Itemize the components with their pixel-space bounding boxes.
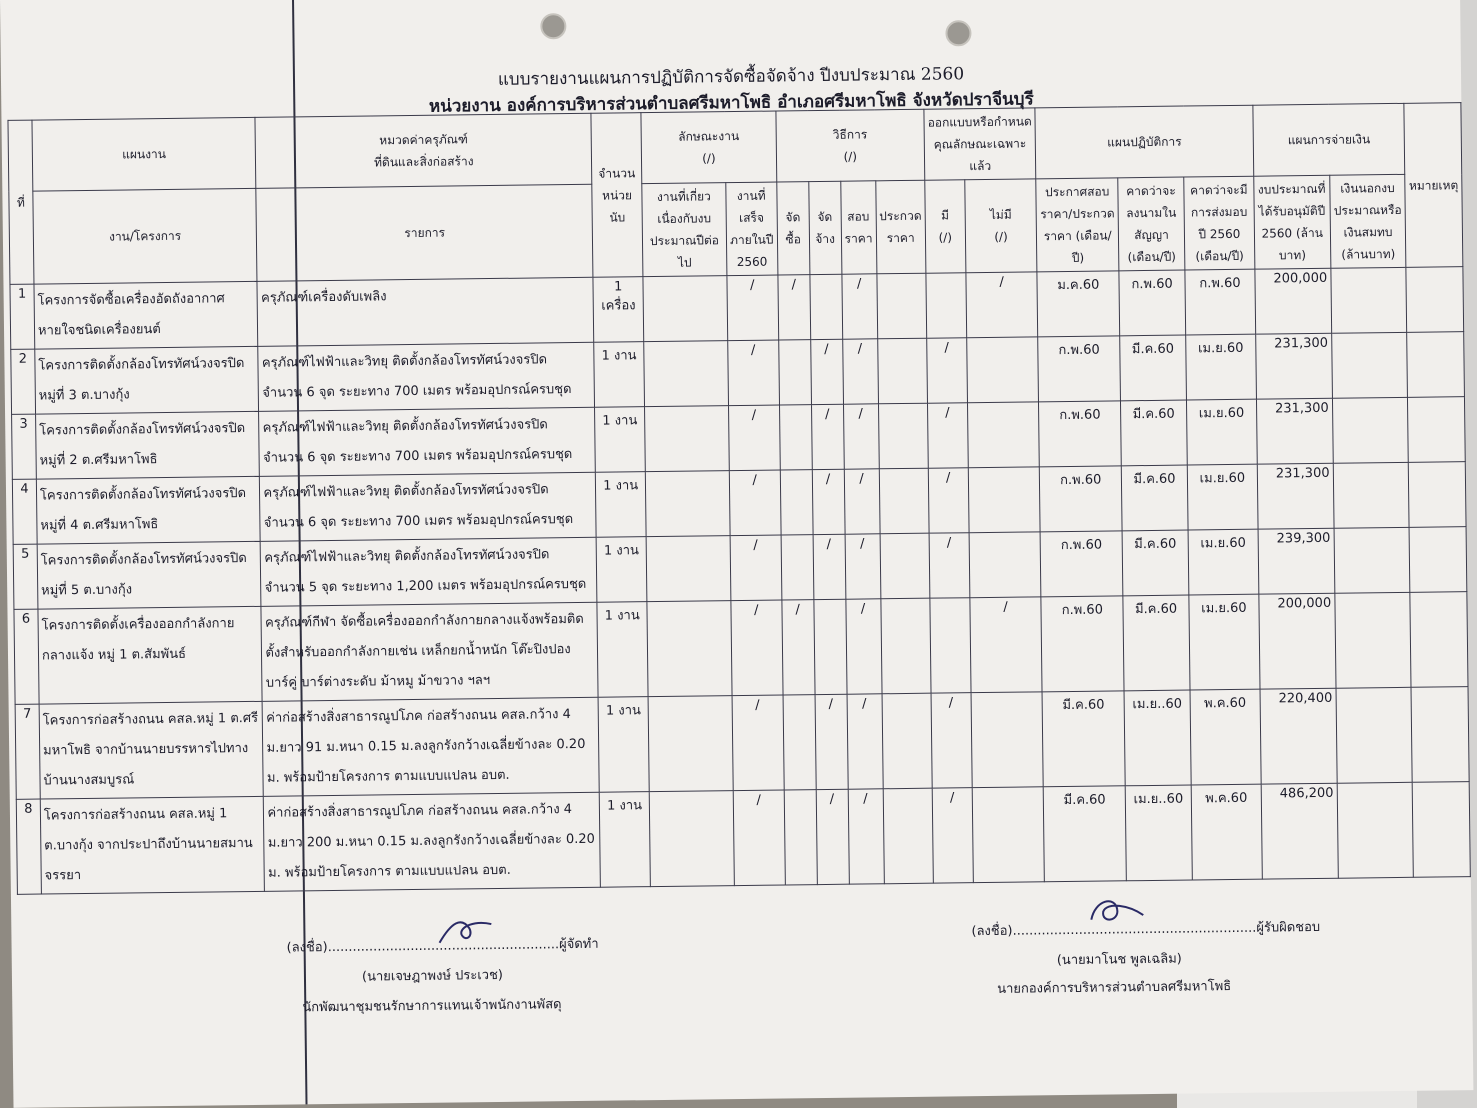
header-delivery: คาดว่าจะมีการส่งมอบปี 2560 (เดือน/ปี)	[1184, 176, 1255, 270]
method-bid-cell	[880, 533, 930, 599]
item-cell: ค่าก่อสร้างสิ่งสาธารณูปโภค ก่อสร้างถนน คสล.กว้าง 4 ม.ยาว 200 ม.หนา 0.15 ม.ลงลูกรังกว้างเฉลี่ยข้างละ 0.20 ม. พร้อมป้ายโครงการ ตามแบบแปลน อบต.	[264, 792, 601, 891]
qty-cell: 1 งาน	[595, 407, 646, 473]
method-bid-cell	[879, 468, 929, 534]
project-cell: โครงการติดตั้งกล้องโทรทัศน์วงจรปิด หมู่ที่ 5 ต.บางกุ้ง	[37, 541, 261, 609]
budget-cell: 486,200	[1261, 783, 1338, 879]
preparer-name: (นายเจษฎาพงษ์ ประเวช)	[361, 967, 504, 985]
method-hire-cell: /	[815, 694, 848, 789]
method-price-cell: /	[847, 694, 883, 789]
header-method-hire: จัดจ้าง	[808, 181, 841, 274]
design-yes-cell: /	[929, 533, 970, 598]
method-bid-cell	[878, 403, 928, 469]
method-price-cell: /	[842, 339, 878, 404]
header-design-yes	[925, 180, 966, 273]
announce-cell: ก.พ.60	[1038, 336, 1120, 402]
announce-cell: มี.ค.60	[1044, 786, 1127, 882]
method-buy-cell	[781, 535, 814, 600]
header-contract: คาดว่าจะลงนามในสัญญา (เดือน/ปี)	[1118, 177, 1185, 271]
method-price-cell: /	[843, 404, 879, 469]
design-no-cell	[966, 337, 1038, 403]
project-cell: โครงการก่อสร้างถนน คสล.หมู่ 1 ต.บางกุ้ง จากประปาถึงบ้านนายสมาน จรรยา	[40, 796, 265, 894]
document-title: แบบรายงานแผนการปฏิบัติการจัดซื้อจัดจ้าง ปีงบประมาณ 2560	[497, 64, 965, 90]
header-other-funds: เงินนอกงบประมาณหรือเงินสมทบ (ล้านบาท)	[1329, 174, 1406, 268]
method-buy-cell	[784, 790, 817, 885]
item-cell: ค่าก่อสร้างสิ่งสาธารณูปโภค ก่อสร้างถนน คสล.กว้าง 4 ม.ยาว 91 ม.หนา 0.15 ม.ลงลูกรังกว้างเฉลี่ยข้างละ 0.20 ม. พร้อมป้ายโครงการ ตามแบบแปลน อบต.	[263, 697, 600, 796]
other-funds-cell	[1336, 687, 1413, 783]
other-funds-cell	[1331, 332, 1408, 398]
note-cell	[1406, 267, 1463, 333]
design-no-cell: /	[966, 272, 1038, 338]
budget-cell: 231,300	[1256, 333, 1333, 399]
header-qty: จำนวนหน่วยนับ	[591, 113, 643, 278]
design-no-cell	[967, 402, 1039, 468]
method-hire-cell: /	[816, 789, 849, 884]
nature-b-cell: /	[728, 405, 780, 471]
header-schedule: แผนปฏิบัติการ	[1035, 105, 1253, 179]
method-price-cell: /	[844, 469, 880, 534]
item-cell: ครุภัณฑ์ไฟฟ้าและวิทยุ ติดตั้งกล้องโทรทัศน์วงจรปิด จำนวน 5 จุด ระยะทาง 1,200 เมตร พร้อมอุปกรณ์ครบชุด	[261, 537, 597, 606]
row-no: 1	[10, 284, 35, 349]
contract-cell: มี.ค.60	[1123, 595, 1190, 691]
punch-hole	[945, 20, 971, 46]
item-cell: ครุภัณฑ์กีฬา จัดซื้อเครื่องออกกำลังกายกลางแจ้งพร้อมติดตั้งสำหรับออกกำลังกายเช่น เหล็กยกน้ำหนัก โต๊ะปิงปอง บาร์คู่ บาร์ต่างระดับ ม้าหมู ม้าขวาง ฯลฯ	[261, 602, 598, 701]
nature-a-cell	[646, 536, 731, 602]
announce-cell: ก.พ.60	[1040, 531, 1122, 597]
header-category-line1: หมวดค่าครุภัณฑ์	[379, 132, 468, 148]
header-method-label: วิธีการ	[832, 127, 868, 142]
method-hire-cell: /	[813, 534, 846, 599]
nature-a-cell	[645, 471, 730, 537]
method-buy-cell	[780, 470, 813, 535]
method-buy-cell	[783, 695, 816, 790]
qty-cell: 1 งาน	[594, 342, 645, 408]
row-no: 8	[16, 799, 41, 894]
qty-cell: 1 งาน	[596, 537, 647, 603]
delivery-cell: เม.ย.60	[1186, 399, 1257, 465]
header-nature-b: งานที่เสร็จภายในปี 2560	[726, 182, 778, 276]
qty-cell: 1 งาน	[595, 472, 646, 538]
responsible-position: นายกองค์การบริหารส่วนตำบลศรีมหาโพธิ	[997, 979, 1232, 997]
design-yes-cell: /	[927, 403, 968, 468]
method-hire-cell	[814, 599, 847, 694]
contract-cell: มี.ค.60	[1121, 400, 1188, 466]
header-method-buy: จัดซื้อ	[777, 182, 810, 275]
project-cell: โครงการก่อสร้างถนน คสล.หมู่ 1 ต.ศรีมหาโพธิ จากบ้านนายบรรหารไปทางบ้านนางสมบูรณ์	[39, 701, 264, 799]
method-buy-cell: /	[778, 275, 811, 340]
row-no: 7	[15, 704, 40, 799]
design-no-cell	[968, 467, 1040, 533]
delivery-cell: เม.ย.60	[1186, 334, 1257, 400]
method-buy-cell	[778, 340, 811, 405]
row-no: 4	[12, 479, 37, 544]
item-cell: ครุภัณฑ์ไฟฟ้าและวิทยุ ติดตั้งกล้องโทรทัศน์วงจรปิด จำนวน 6 จุด ระยะทาง 700 เมตร พร้อมอุปกรณ์ครบชุด	[259, 407, 595, 476]
other-funds-cell	[1332, 397, 1409, 463]
preparer-position: นักพัฒนาชุมชนรักษาการแทนเจ้าพนักงานพัสดุ	[302, 997, 562, 1016]
note-cell	[1410, 527, 1467, 593]
budget-cell: 220,400	[1260, 688, 1337, 784]
budget-cell: 200,000	[1259, 593, 1336, 689]
project-cell: โครงการติดตั้งเครื่องออกกำลังกายกลางแจ้ง หมู่ 1 ต.สัมพันธ์	[38, 606, 263, 704]
procurement-table	[7, 102, 1470, 895]
qty-cell: 1 เครื่อง	[593, 277, 644, 343]
design-no-cell	[972, 787, 1045, 883]
row-no: 3	[12, 414, 37, 479]
header-method-bid: ประกวดราคา	[875, 180, 925, 274]
method-price-cell: /	[845, 599, 881, 694]
design-no-cell	[971, 692, 1044, 788]
method-buy-cell	[779, 405, 812, 470]
announce-cell: ม.ค.60	[1037, 271, 1119, 337]
row-no: 5	[13, 544, 38, 609]
design-yes-cell: /	[932, 788, 973, 883]
method-hire-cell	[810, 274, 843, 339]
design-yes-cell: /	[928, 468, 969, 533]
header-design: ออกแบบหรือกำหนดคุณลักษณะเฉพาะแล้ว	[924, 108, 1036, 180]
delivery-cell: เม.ย.60	[1189, 594, 1260, 690]
design-yes-cell: /	[931, 693, 972, 788]
method-hire-cell: /	[810, 339, 843, 404]
delivery-cell: ก.พ.60	[1185, 269, 1256, 335]
nature-b-cell: /	[731, 600, 783, 696]
nature-b-cell: /	[733, 790, 785, 886]
method-bid-cell	[882, 693, 932, 789]
item-cell: ครุภัณฑ์ไฟฟ้าและวิทยุ ติดตั้งกล้องโทรทัศน์วงจรปิด จำนวน 6 จุด ระยะทาง 700 เมตร พร้อมอุปกรณ์ครบชุด	[260, 472, 596, 541]
nature-a-cell	[645, 406, 730, 472]
method-bid-cell	[880, 598, 930, 694]
other-funds-cell	[1337, 782, 1414, 878]
header-item: รายการ	[256, 184, 593, 281]
nature-b-cell: /	[727, 275, 779, 341]
qty-cell: 1 งาน	[597, 602, 648, 698]
header-note: หมายเหตุ	[1404, 103, 1463, 268]
header-nature	[641, 111, 776, 184]
budget-cell: 239,300	[1258, 528, 1335, 594]
delivery-cell: เม.ย.60	[1188, 529, 1259, 595]
other-funds-cell	[1335, 592, 1412, 688]
method-hire-cell: /	[811, 404, 844, 469]
punch-hole	[540, 13, 566, 39]
design-no-cell	[969, 532, 1041, 598]
note-cell	[1407, 332, 1464, 398]
table-row	[14, 592, 1468, 705]
header-design-no-mark: (/)	[994, 229, 1008, 244]
header-payment: แผนการจ่ายเงิน	[1253, 103, 1405, 176]
table-body	[10, 267, 1470, 895]
design-yes-cell	[926, 273, 967, 338]
budget-cell: 231,300	[1256, 398, 1333, 464]
project-cell: โครงการติดตั้งกล้องโทรทัศน์วงจรปิด หมู่ที่ 2 ต.ศรีมหาโพธิ	[35, 411, 259, 479]
header-nature-label: ลักษณะงาน	[678, 128, 740, 144]
header-design-no	[964, 179, 1037, 273]
nature-b-cell: /	[730, 535, 782, 601]
nature-a-cell	[644, 341, 729, 407]
signature-line-preparer: (ลงชื่อ)........................................................ผู้จัดทำ	[286, 936, 599, 956]
header-budget: งบประมาณที่ได้รับอนุมัติปี 2560 (ล้านบาท)	[1254, 175, 1331, 269]
nature-a-cell	[647, 601, 732, 697]
method-bid-cell	[883, 788, 933, 884]
header-no: ที่	[8, 120, 34, 284]
nature-a-cell	[643, 276, 728, 342]
header-category	[255, 113, 592, 188]
announce-cell: มี.ค.60	[1042, 691, 1125, 787]
note-cell	[1410, 592, 1468, 688]
contract-cell: ก.พ.60	[1119, 270, 1186, 336]
note-cell	[1409, 462, 1466, 528]
design-yes-cell	[930, 598, 971, 693]
other-funds-cell	[1333, 462, 1410, 528]
row-no: 6	[14, 609, 39, 704]
nature-b-cell: /	[728, 340, 780, 406]
contract-cell: มี.ค.60	[1121, 465, 1188, 531]
responsible-name: (นายมาโนช พูลเฉลิม)	[1056, 951, 1182, 969]
qty-cell: 1 งาน	[598, 697, 649, 793]
table-row	[15, 687, 1469, 800]
table-row	[16, 782, 1470, 895]
note-cell	[1411, 687, 1469, 783]
budget-cell: 231,300	[1257, 463, 1334, 529]
header-design-no-label: ไม่มี	[989, 207, 1012, 222]
header-method-mark: (/)	[843, 149, 858, 164]
header-nature-mark: (/)	[702, 151, 716, 166]
header-plan: แผนงาน	[32, 117, 256, 191]
nature-b-cell: /	[729, 470, 781, 536]
header-row	[9, 174, 1463, 285]
item-cell: ครุภัณฑ์ไฟฟ้าและวิทยุ ติดตั้งกล้องโทรทัศน์วงจรปิด จำนวน 6 จุด ระยะทาง 700 เมตร พร้อมอุปกรณ์ครบชุด	[258, 342, 594, 411]
header-nature-a: งานที่เกี่ยวเนื่องกับงบประมาณปีต่อไป	[642, 183, 727, 277]
contract-cell: เม.ย..60	[1124, 690, 1191, 786]
header-design-yes-mark: (/)	[938, 230, 953, 245]
budget-cell: 200,000	[1255, 268, 1332, 334]
document-subtitle: หน่วยงาน องค์การบริหารส่วนตำบลศรีมหาโพธิ อำเภอศรีมหาโพธิ จังหวัดปราจีนบุรี	[428, 89, 1034, 117]
contract-cell: มี.ค.60	[1122, 530, 1189, 596]
row-no: 2	[11, 349, 36, 414]
project-cell: โครงการติดตั้งกล้องโทรทัศน์วงจรปิด หมู่ที่ 3 ต.บางกุ้ง	[35, 346, 259, 414]
preparer-signature	[431, 912, 501, 949]
nature-a-cell	[648, 696, 733, 792]
note-cell	[1408, 397, 1465, 463]
header-method	[776, 109, 925, 182]
nature-a-cell	[649, 791, 734, 887]
note-cell	[1413, 782, 1471, 878]
delivery-cell: พ.ค.60	[1191, 784, 1262, 880]
header-project: งาน/โครงการ	[33, 188, 258, 284]
nature-b-cell: /	[732, 695, 784, 791]
project-cell: โครงการติดตั้งกล้องโทรทัศน์วงจรปิด หมู่ที่ 4 ต.ศรีมหาโพธิ	[36, 476, 260, 544]
header-announce: ประกาศสอบราคา/ประกวดราคา (เดือน/ปี)	[1036, 178, 1119, 272]
responsible-signature	[1081, 891, 1151, 932]
method-buy-cell: /	[782, 600, 815, 695]
announce-cell: ก.พ.60	[1039, 401, 1121, 467]
method-price-cell: /	[845, 534, 881, 599]
method-hire-cell: /	[812, 469, 845, 534]
signature-line-responsible: (ลงชื่อ)...........................................................ผู้รับผิดชอบ	[971, 919, 1321, 940]
header-design-yes-label: มี	[940, 208, 950, 223]
method-bid-cell	[876, 273, 926, 339]
method-price-cell: /	[848, 789, 884, 884]
qty-cell: 1 งาน	[599, 792, 650, 888]
header-method-price: สอบราคา	[840, 181, 876, 274]
delivery-cell: พ.ค.60	[1190, 689, 1261, 785]
method-bid-cell	[877, 338, 927, 404]
contract-cell: เม.ย..60	[1125, 785, 1192, 881]
announce-cell: ก.พ.60	[1041, 596, 1124, 692]
other-funds-cell	[1334, 527, 1411, 593]
design-yes-cell: /	[927, 338, 968, 403]
header-category-line2: ที่ดินและสิ่งก่อสร้าง	[374, 154, 474, 170]
method-price-cell: /	[842, 274, 878, 339]
design-no-cell: /	[970, 597, 1043, 693]
item-cell: ครุภัณฑ์เครื่องดับเพลิง	[257, 277, 593, 346]
contract-cell: มี.ค.60	[1120, 335, 1187, 401]
other-funds-cell	[1331, 267, 1408, 333]
project-cell: โครงการจัดซื้อเครื่องอัดถังอากาศหายใจชนิดเครื่องยนต์	[34, 281, 258, 349]
announce-cell: ก.พ.60	[1040, 466, 1122, 532]
delivery-cell: เม.ย.60	[1187, 464, 1258, 530]
